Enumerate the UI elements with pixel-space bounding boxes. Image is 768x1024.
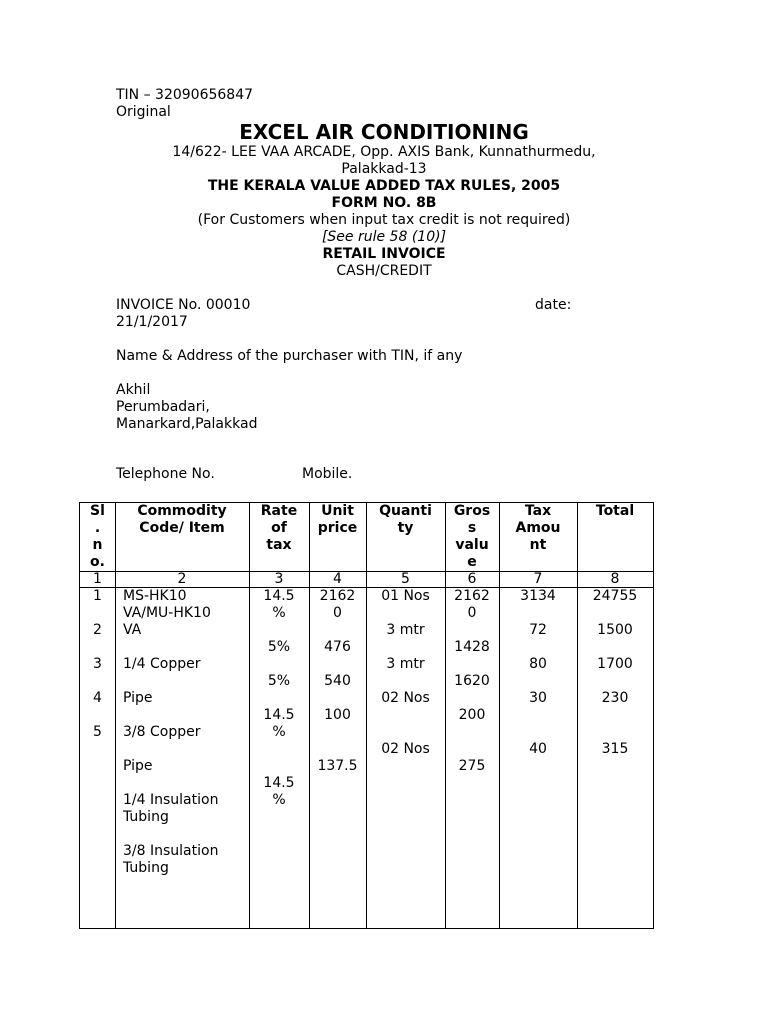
table-cell-total: 1700 xyxy=(597,656,633,672)
table-cell-qty: 3 mtr xyxy=(386,656,425,672)
table-cell-commodity: 1/4 Insulation xyxy=(123,792,219,808)
copy-label: Original xyxy=(116,104,171,120)
column-number: 2 xyxy=(177,571,187,587)
header-rate: of xyxy=(271,520,287,536)
header-gross: s xyxy=(467,520,477,536)
header-gross: valu xyxy=(455,537,489,553)
table-cell-rate: % xyxy=(272,792,286,808)
header-sl: n xyxy=(92,537,103,553)
table-cell-commodity: VA/MU-HK10 xyxy=(123,605,211,621)
table-cell-tax: 72 xyxy=(529,622,547,638)
customer-note: (For Customers when input tax credit is not required) xyxy=(197,212,571,228)
address-line-1: 14/622- LEE VAA ARCADE, Opp. AXIS Bank, Kunnathurmedu, xyxy=(172,144,596,160)
table-cell-commodity: 3/8 Copper xyxy=(123,724,201,740)
table-cell-qty: 3 mtr xyxy=(386,622,425,638)
table-cell-total: 24755 xyxy=(592,588,638,604)
invoice-number: INVOICE No. 00010 xyxy=(116,297,251,313)
table-cell-total: 230 xyxy=(601,690,629,706)
form-number: FORM NO. 8B xyxy=(331,195,437,211)
table-cell-gross: 2162 xyxy=(454,588,490,604)
table-cell-rate: % xyxy=(272,605,286,621)
table-cell-sl: 2 xyxy=(93,622,102,638)
payment-mode: CASH/CREDIT xyxy=(336,263,432,279)
table-cell-unit: 540 xyxy=(324,673,351,689)
header-tax: Tax xyxy=(524,503,552,519)
table-cell-commodity: Pipe xyxy=(123,758,153,774)
purchaser-address-2: Manarkard,Palakkad xyxy=(116,416,258,432)
purchaser-heading: Name & Address of the purchaser with TIN, if any xyxy=(116,348,463,364)
column-number: 5 xyxy=(401,571,410,587)
date-label: date: xyxy=(535,297,572,313)
tin-number: TIN – 32090656847 xyxy=(116,87,254,103)
header-tax: Amou xyxy=(515,520,561,536)
table-cell-qty: 02 Nos xyxy=(381,690,430,706)
table-cell-gross: 200 xyxy=(458,707,486,723)
purchaser-address-1: Perumbadari, xyxy=(116,399,210,415)
table-cell-commodity: MS-HK10 xyxy=(123,588,187,604)
table-cell-commodity: Tubing xyxy=(123,860,169,876)
header-gross: Gros xyxy=(453,503,491,519)
header-sl: o. xyxy=(90,554,105,570)
table-cell-gross: 1428 xyxy=(454,639,490,655)
column-number: 3 xyxy=(274,571,284,587)
document-type: RETAIL INVOICE xyxy=(322,246,446,262)
table-cell-qty: 02 Nos xyxy=(381,741,430,757)
table-cell-tax: 3134 xyxy=(520,588,556,604)
column-number: 6 xyxy=(467,571,477,587)
table-cell-sl: 4 xyxy=(93,690,102,706)
table-cell-tax: 30 xyxy=(529,690,547,706)
table-cell-sl: 5 xyxy=(93,724,102,740)
company-name: EXCEL AIR CONDITIONING xyxy=(239,120,529,144)
header-quantity: Quanti xyxy=(379,503,432,519)
table-cell-tax: 40 xyxy=(529,741,547,757)
table-cell-rate: 5% xyxy=(267,673,291,689)
purchaser-name: Akhil xyxy=(116,382,151,398)
header-commodity: Commodity xyxy=(137,503,227,519)
header-rate: tax xyxy=(266,537,292,553)
table-cell-qty: 01 Nos xyxy=(381,588,430,604)
table-cell-tax: 80 xyxy=(529,656,547,672)
table-cell-gross: 275 xyxy=(458,758,486,774)
rule-reference: [See rule 58 (10)] xyxy=(321,229,447,245)
column-number: 7 xyxy=(533,571,543,587)
address-line-2: Palakkad-13 xyxy=(341,161,427,177)
table-cell-unit: 100 xyxy=(324,707,351,723)
header-rate: Rate xyxy=(260,503,298,519)
table-cell-sl: 3 xyxy=(93,656,102,672)
header-gross: e xyxy=(467,554,477,570)
table-cell-commodity: Tubing xyxy=(123,809,169,825)
header-commodity: Code/ Item xyxy=(139,520,225,536)
table-cell-total: 315 xyxy=(601,741,629,757)
table-cell-gross: 0 xyxy=(467,605,477,621)
table-cell-rate: 14.5 xyxy=(263,588,295,604)
table-cell-rate: % xyxy=(272,724,286,740)
header-unit-price: Unit xyxy=(321,503,354,519)
column-number: 4 xyxy=(333,571,342,587)
table-cell-commodity: 1/4 Copper xyxy=(123,656,201,672)
table-cell-rate: 14.5 xyxy=(263,707,295,723)
invoice-date: 21/1/2017 xyxy=(116,314,188,330)
header-quantity: ty xyxy=(397,520,414,536)
header-sl: . xyxy=(94,520,101,536)
header-sl: Sl xyxy=(90,503,105,519)
invoice-table xyxy=(79,502,654,929)
table-cell-gross: 1620 xyxy=(454,673,490,689)
table-cell-commodity: Pipe xyxy=(123,690,153,706)
header-tax: nt xyxy=(529,537,547,553)
rules-title: THE KERALA VALUE ADDED TAX RULES, 2005 xyxy=(207,178,561,194)
table-cell-commodity: VA xyxy=(123,622,142,638)
table-cell-total: 1500 xyxy=(597,622,633,638)
table-cell-unit: 0 xyxy=(333,605,342,621)
column-number: 1 xyxy=(93,571,102,587)
telephone-label: Telephone No. xyxy=(116,466,215,482)
table-cell-unit: 137.5 xyxy=(317,758,358,774)
table-cell-commodity: 3/8 Insulation xyxy=(123,843,219,859)
header-total: Total xyxy=(595,503,635,519)
table-cell-sl: 1 xyxy=(93,588,102,604)
table-cell-rate: 5% xyxy=(267,639,291,655)
mobile-label: Mobile. xyxy=(302,466,353,482)
header-unit-price: price xyxy=(317,520,358,536)
column-number: 8 xyxy=(610,571,620,587)
table-cell-unit: 2162 xyxy=(319,588,356,604)
table-cell-rate: 14.5 xyxy=(263,775,295,791)
table-cell-unit: 476 xyxy=(324,639,351,655)
